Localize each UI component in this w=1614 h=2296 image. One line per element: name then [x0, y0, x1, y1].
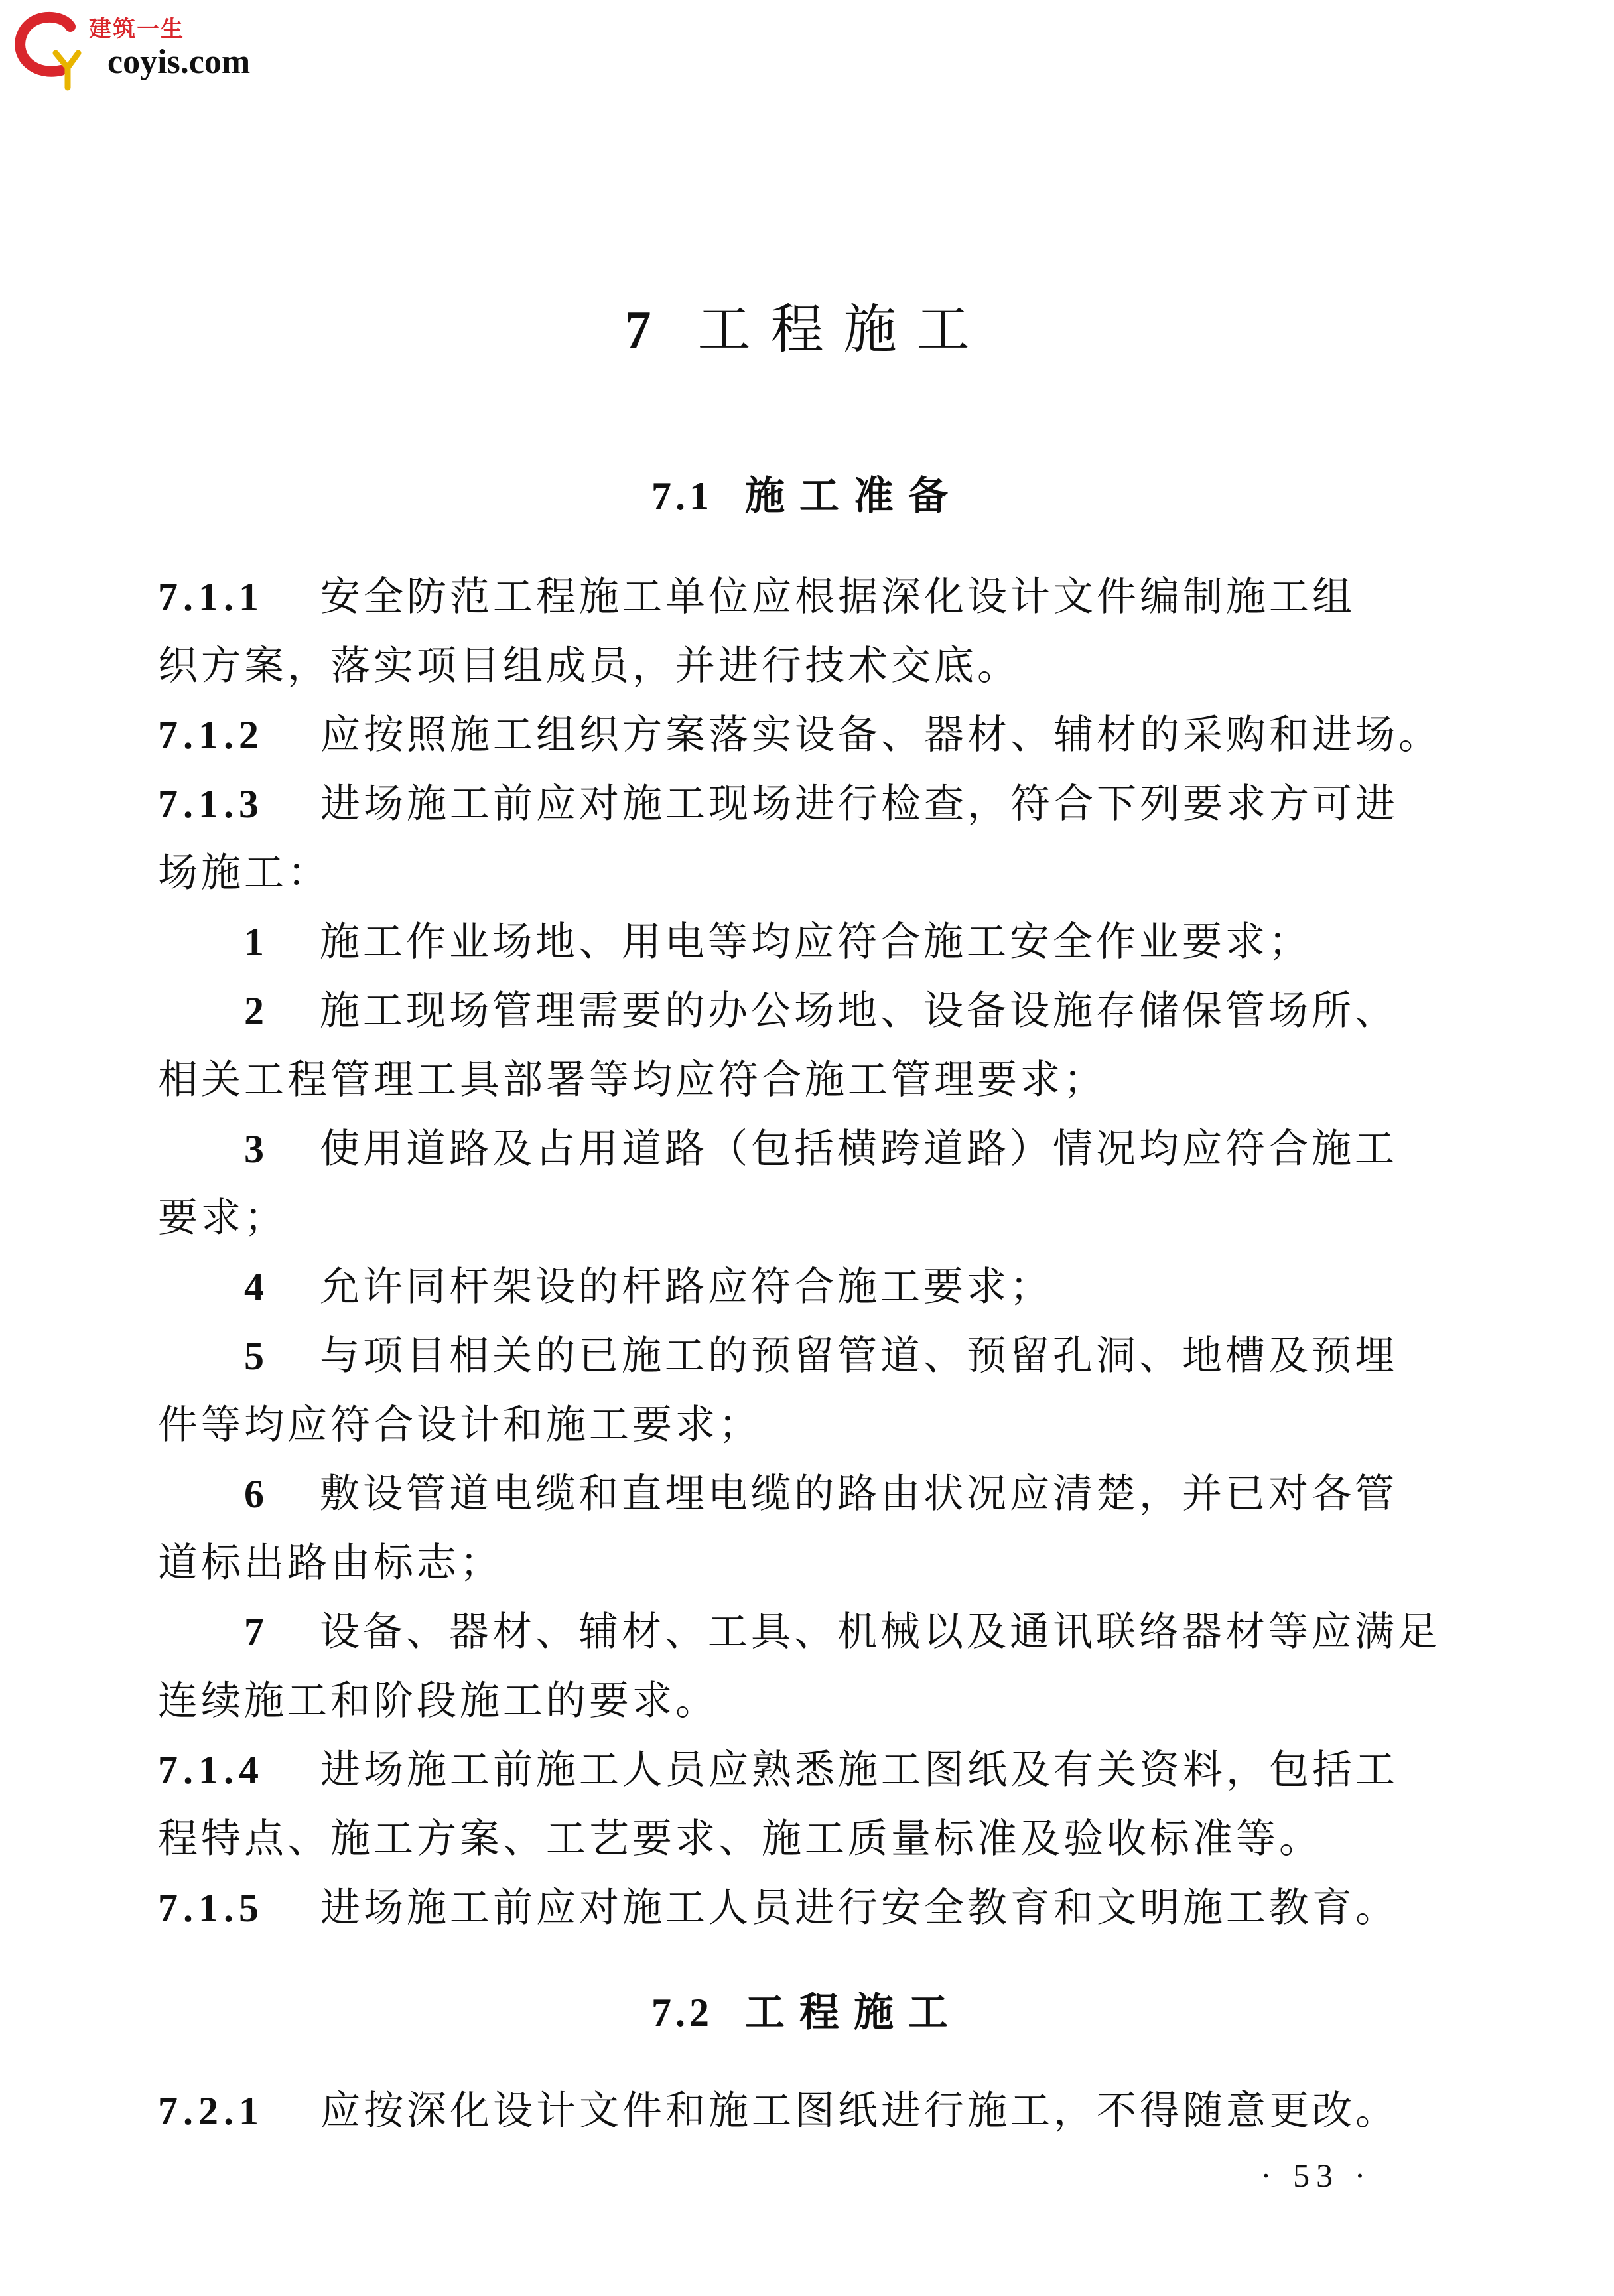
clause-number: 7.1.2 — [158, 713, 264, 757]
item-number: 4 — [244, 1265, 267, 1309]
clause-number: 7.1.5 — [158, 1886, 264, 1930]
clause-text: 应按照施工组织方案落实设备、器材、辅材的采购和进场。 — [320, 712, 1442, 758]
coyis-logo-icon — [9, 7, 102, 93]
item-text: 要求； — [158, 1195, 287, 1241]
watermark-chinese-text: 建筑一生 — [89, 16, 184, 42]
item-text: 施工现场管理需要的办公场地、设备设施存储保管场所、 — [320, 988, 1398, 1034]
clause-number: 7.1.4 — [158, 1748, 264, 1792]
clause-text: 进场施工前施工人员应熟悉施工图纸及有关资料，包括工 — [320, 1747, 1398, 1793]
item-text: 施工作业场地、用电等均应符合施工安全作业要求； — [320, 919, 1311, 965]
list-item — [244, 1260, 1438, 1314]
text-line — [158, 1743, 1438, 1796]
chapter-number: 7 — [624, 301, 651, 360]
item-text: 件等均应符合设计和施工要求； — [158, 1402, 762, 1448]
item-text: 相关工程管理工具部署等均应符合施工管理要求； — [158, 1057, 1107, 1103]
text-line — [158, 846, 1438, 900]
text-line — [158, 640, 1438, 693]
section-heading: 工程施工 — [745, 1990, 963, 2036]
page-number: · 53 · — [1260, 2157, 1373, 2194]
item-number: 2 — [244, 989, 267, 1033]
item-text: 设备、器材、辅材、工具、机械以及通讯联络器材等应满足 — [320, 1609, 1441, 1655]
list-item — [244, 915, 1438, 969]
item-text: 使用道路及占用道路（包括横跨道路）情况均应符合施工 — [320, 1126, 1398, 1172]
clause-text: 程特点、施工方案、工艺要求、施工质量标准及验收标准等。 — [158, 1816, 1322, 1862]
text-line — [158, 1536, 1438, 1589]
text-line — [158, 2084, 1438, 2137]
text-line — [158, 1881, 1438, 1934]
item-number: 3 — [244, 1127, 267, 1171]
list-item — [244, 1122, 1438, 1176]
clause-text: 应按深化设计文件和施工图纸进行施工，不得随意更改。 — [320, 2088, 1398, 2134]
list-item — [244, 1467, 1438, 1520]
item-text: 与项目相关的已施工的预留管道、预留孔洞、地槽及预埋 — [320, 1333, 1398, 1379]
item-number: 5 — [244, 1334, 267, 1378]
item-text: 敷设管道电缆和直埋电缆的路由状况应清楚，并已对各管 — [320, 1471, 1398, 1517]
item-text: 道标出路由标志； — [158, 1540, 503, 1586]
chapter-title — [0, 287, 1614, 363]
clause-number: 7.1.3 — [158, 782, 264, 826]
watermark-url: coyis.com — [107, 43, 251, 81]
item-text: 连续施工和阶段施工的要求。 — [158, 1678, 718, 1724]
clause-text: 安全防范工程施工单位应根据深化设计文件编制施工组 — [320, 574, 1355, 620]
text-line — [158, 709, 1442, 762]
clause-number: 7.1.1 — [158, 575, 264, 619]
clause-text: 场施工： — [158, 850, 330, 896]
item-text: 允许同杆架设的杆路应符合施工要求； — [320, 1264, 1053, 1310]
clause-text: 织方案，落实项目组成员，并进行技术交底。 — [158, 643, 1020, 689]
clause-number: 7.2.1 — [158, 2089, 264, 2133]
text-line — [158, 1674, 1438, 1727]
section-title — [0, 1981, 1614, 2038]
section-number: 7.1 — [651, 474, 713, 518]
section-number: 7.2 — [651, 1991, 713, 2035]
site-watermark — [9, 7, 295, 93]
chapter-heading: 工程施工 — [697, 299, 990, 360]
item-number: 7 — [244, 1610, 267, 1654]
list-item — [244, 1605, 1441, 1658]
list-item — [244, 984, 1438, 1038]
section-title — [0, 464, 1614, 521]
clause-text: 进场施工前应对施工现场进行检查，符合下列要求方可进 — [320, 781, 1398, 827]
item-number: 1 — [244, 920, 267, 964]
text-line — [158, 1053, 1438, 1107]
list-item — [244, 1329, 1438, 1383]
text-line — [158, 1398, 1438, 1452]
text-line — [158, 1812, 1438, 1865]
text-line — [158, 1191, 1438, 1245]
section-heading: 施工准备 — [745, 473, 963, 519]
text-line — [158, 777, 1438, 831]
item-number: 6 — [244, 1472, 267, 1516]
text-line — [158, 571, 1438, 624]
clause-text: 进场施工前应对施工人员进行安全教育和文明施工教育。 — [320, 1885, 1398, 1931]
